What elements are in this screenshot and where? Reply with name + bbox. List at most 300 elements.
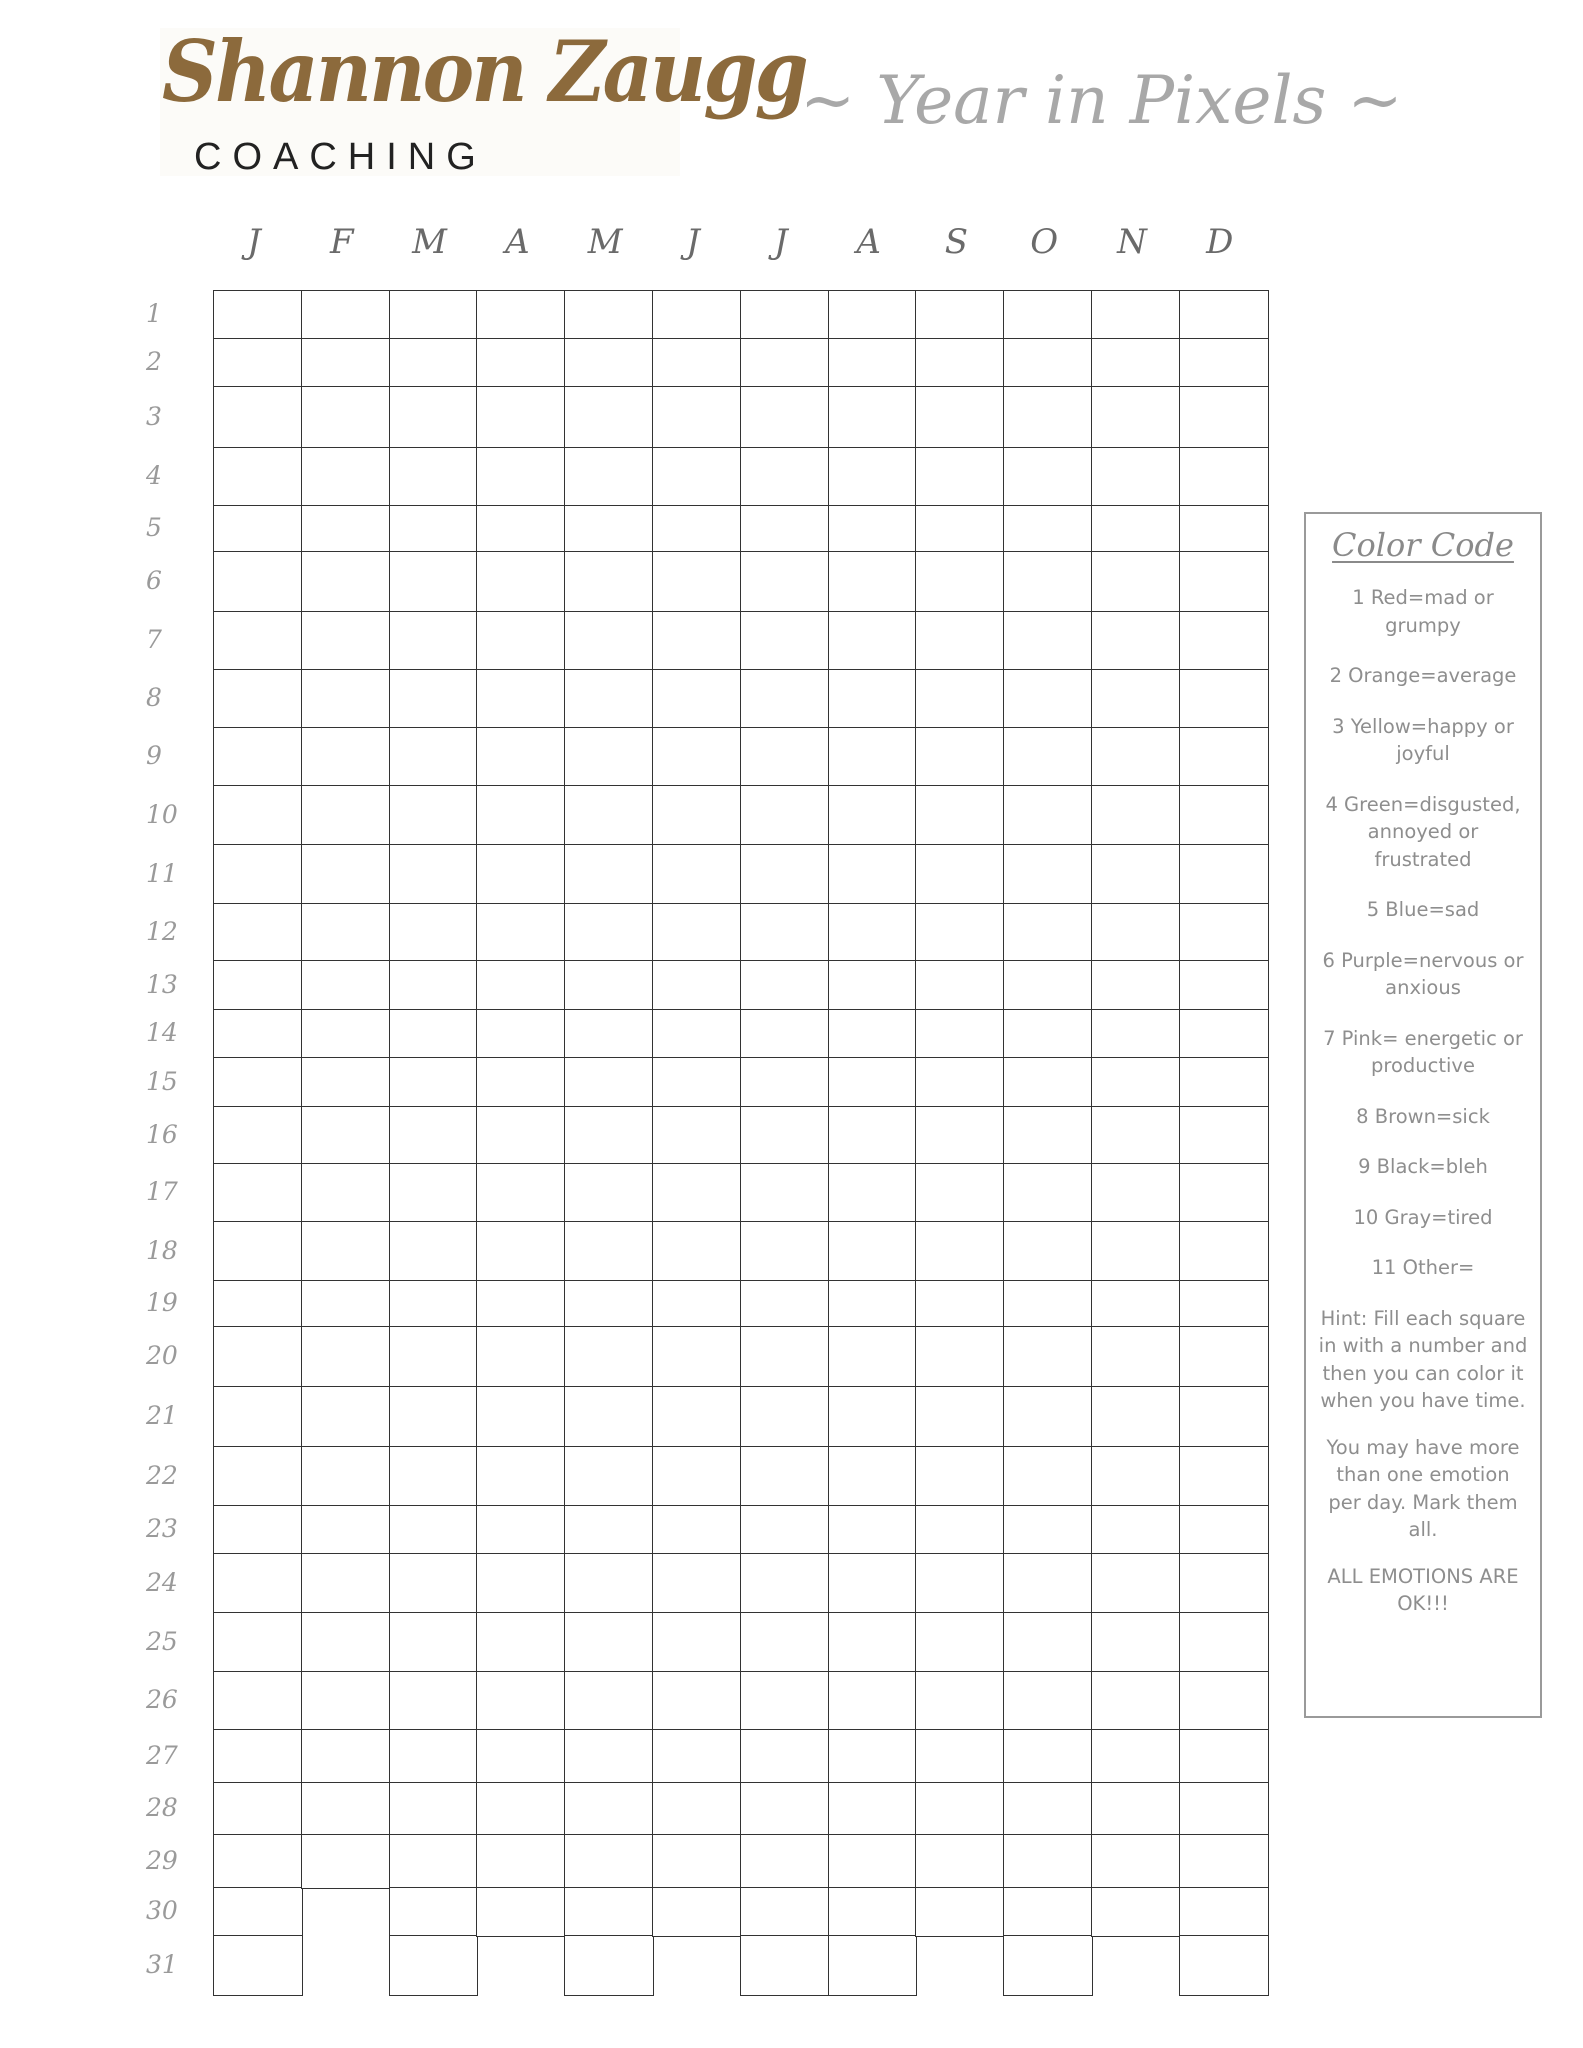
day-cell[interactable] [828, 1386, 917, 1448]
day-cell[interactable] [564, 290, 654, 340]
day-cell[interactable] [915, 1326, 1005, 1388]
day-cell[interactable] [389, 1553, 478, 1614]
day-cell[interactable] [476, 844, 566, 905]
day-cell[interactable] [564, 960, 654, 1011]
day-cell[interactable] [301, 1326, 391, 1388]
day-cell[interactable] [1003, 960, 1093, 1011]
day-cell[interactable] [213, 1106, 303, 1165]
day-cell[interactable] [740, 1729, 830, 1784]
day-cell[interactable] [652, 551, 742, 613]
day-cell[interactable] [476, 1163, 566, 1223]
day-cell[interactable] [476, 1386, 566, 1448]
day-cell[interactable] [828, 960, 917, 1011]
day-cell[interactable] [740, 1057, 830, 1108]
day-cell[interactable] [652, 1106, 742, 1165]
day-cell[interactable] [915, 1782, 1005, 1836]
day-cell[interactable] [740, 903, 830, 962]
day-cell[interactable] [213, 447, 303, 507]
day-cell[interactable] [652, 1505, 742, 1555]
day-cell[interactable] [564, 1386, 654, 1448]
day-cell[interactable] [1091, 551, 1181, 613]
day-cell[interactable] [1003, 551, 1093, 613]
day-cell[interactable] [915, 1612, 1005, 1673]
day-cell[interactable] [564, 1612, 654, 1673]
day-cell[interactable] [213, 611, 303, 671]
day-cell[interactable] [213, 1163, 303, 1223]
day-cell[interactable] [740, 785, 830, 846]
day-cell[interactable] [1003, 338, 1093, 388]
day-cell[interactable] [301, 785, 391, 846]
day-cell[interactable] [1091, 785, 1181, 846]
day-cell[interactable] [1179, 1280, 1269, 1328]
day-cell[interactable] [915, 785, 1005, 846]
day-cell[interactable] [1091, 1612, 1181, 1673]
day-cell[interactable] [915, 727, 1005, 787]
day-cell[interactable] [564, 1505, 654, 1555]
day-cell[interactable] [915, 1057, 1005, 1108]
day-cell[interactable] [1091, 1221, 1181, 1282]
day-cell[interactable] [740, 844, 830, 905]
day-cell[interactable] [476, 505, 566, 553]
day-cell[interactable] [476, 1106, 566, 1165]
day-cell[interactable] [1091, 447, 1181, 507]
day-cell[interactable] [915, 447, 1005, 507]
day-cell[interactable] [564, 727, 654, 787]
day-cell[interactable] [652, 1163, 742, 1223]
day-cell[interactable] [915, 1671, 1005, 1731]
day-cell[interactable] [389, 727, 478, 787]
day-cell[interactable] [740, 447, 830, 507]
day-cell[interactable] [828, 727, 917, 787]
day-cell[interactable] [389, 290, 478, 340]
day-cell[interactable] [301, 1106, 391, 1165]
day-cell[interactable] [476, 785, 566, 846]
day-cell[interactable] [476, 1505, 566, 1555]
day-cell[interactable] [213, 1057, 303, 1108]
day-cell[interactable] [389, 1782, 478, 1836]
day-cell[interactable] [389, 1386, 478, 1448]
day-cell[interactable] [476, 290, 566, 340]
day-cell[interactable] [828, 844, 917, 905]
day-cell[interactable] [1091, 1887, 1181, 1937]
day-cell[interactable] [828, 1612, 917, 1673]
day-cell[interactable] [1179, 1057, 1269, 1108]
day-cell[interactable] [1091, 1729, 1181, 1784]
day-cell[interactable] [213, 505, 303, 553]
day-cell[interactable] [828, 1280, 917, 1328]
day-cell[interactable] [564, 1935, 654, 1996]
day-cell[interactable] [652, 1782, 742, 1836]
day-cell[interactable] [740, 338, 830, 388]
day-cell[interactable] [564, 1326, 654, 1388]
day-cell[interactable] [915, 290, 1005, 340]
day-cell[interactable] [213, 1729, 303, 1784]
day-cell[interactable] [1003, 1221, 1093, 1282]
day-cell[interactable] [564, 785, 654, 846]
day-cell[interactable] [301, 1446, 391, 1507]
day-cell[interactable] [1179, 903, 1269, 962]
day-cell[interactable] [1091, 338, 1181, 388]
day-cell[interactable] [915, 338, 1005, 388]
day-cell[interactable] [1091, 386, 1181, 449]
day-cell[interactable] [652, 1057, 742, 1108]
day-cell[interactable] [915, 669, 1005, 729]
day-cell[interactable] [476, 1221, 566, 1282]
day-cell[interactable] [652, 1553, 742, 1614]
day-cell[interactable] [564, 1446, 654, 1507]
day-cell[interactable] [564, 844, 654, 905]
day-cell[interactable] [213, 1782, 303, 1836]
day-cell[interactable] [1003, 1280, 1093, 1328]
day-cell[interactable] [740, 290, 830, 340]
day-cell[interactable] [476, 1326, 566, 1388]
day-cell[interactable] [389, 447, 478, 507]
day-cell[interactable] [828, 1057, 917, 1108]
day-cell[interactable] [564, 1782, 654, 1836]
day-cell[interactable] [915, 1221, 1005, 1282]
day-cell[interactable] [652, 1612, 742, 1673]
day-cell[interactable] [1003, 1057, 1093, 1108]
day-cell[interactable] [389, 1671, 478, 1731]
day-cell[interactable] [301, 447, 391, 507]
day-cell[interactable] [213, 1935, 303, 1996]
day-cell[interactable] [915, 1386, 1005, 1448]
day-cell[interactable] [915, 844, 1005, 905]
day-cell[interactable] [213, 1834, 303, 1889]
day-cell[interactable] [652, 1729, 742, 1784]
day-cell[interactable] [1091, 1505, 1181, 1555]
day-cell[interactable] [652, 903, 742, 962]
day-cell[interactable] [389, 505, 478, 553]
day-cell[interactable] [1179, 1729, 1269, 1784]
day-cell[interactable] [652, 1221, 742, 1282]
day-cell[interactable] [301, 669, 391, 729]
day-cell[interactable] [828, 1326, 917, 1388]
day-cell[interactable] [213, 1505, 303, 1555]
day-cell[interactable] [301, 505, 391, 553]
day-cell[interactable] [828, 1163, 917, 1223]
day-cell[interactable] [1179, 1671, 1269, 1731]
day-cell[interactable] [301, 1612, 391, 1673]
day-cell[interactable] [1091, 727, 1181, 787]
day-cell[interactable] [1091, 903, 1181, 962]
day-cell[interactable] [1179, 1446, 1269, 1507]
day-cell[interactable] [389, 1935, 478, 1996]
day-cell[interactable] [828, 290, 917, 340]
day-cell[interactable] [652, 290, 742, 340]
day-cell[interactable] [1003, 505, 1093, 553]
day-cell[interactable] [828, 338, 917, 388]
day-cell[interactable] [389, 1057, 478, 1108]
day-cell[interactable] [1091, 1386, 1181, 1448]
day-cell[interactable] [915, 1280, 1005, 1328]
day-cell[interactable] [652, 1887, 742, 1937]
day-cell[interactable] [1179, 844, 1269, 905]
day-cell[interactable] [652, 1280, 742, 1328]
day-cell[interactable] [389, 1887, 478, 1937]
day-cell[interactable] [1091, 1057, 1181, 1108]
day-cell[interactable] [915, 903, 1005, 962]
day-cell[interactable] [564, 611, 654, 671]
day-cell[interactable] [476, 669, 566, 729]
day-cell[interactable] [828, 1935, 917, 1996]
day-cell[interactable] [389, 669, 478, 729]
day-cell[interactable] [476, 1553, 566, 1614]
day-cell[interactable] [389, 1221, 478, 1282]
day-cell[interactable] [1179, 1935, 1269, 1996]
day-cell[interactable] [828, 447, 917, 507]
day-cell[interactable] [1179, 1009, 1269, 1059]
day-cell[interactable] [740, 386, 830, 449]
day-cell[interactable] [1091, 611, 1181, 671]
day-cell[interactable] [213, 1671, 303, 1731]
day-cell[interactable] [564, 669, 654, 729]
day-cell[interactable] [915, 505, 1005, 553]
day-cell[interactable] [1179, 338, 1269, 388]
day-cell[interactable] [213, 669, 303, 729]
day-cell[interactable] [564, 551, 654, 613]
day-cell[interactable] [564, 1671, 654, 1731]
day-cell[interactable] [740, 1163, 830, 1223]
day-cell[interactable] [740, 727, 830, 787]
day-cell[interactable] [389, 611, 478, 671]
day-cell[interactable] [1003, 1163, 1093, 1223]
day-cell[interactable] [1003, 785, 1093, 846]
day-cell[interactable] [564, 1280, 654, 1328]
day-cell[interactable] [301, 960, 391, 1011]
day-cell[interactable] [564, 505, 654, 553]
day-cell[interactable] [301, 338, 391, 388]
day-cell[interactable] [915, 1505, 1005, 1555]
day-cell[interactable] [1003, 1671, 1093, 1731]
day-cell[interactable] [564, 1163, 654, 1223]
day-cell[interactable] [564, 338, 654, 388]
day-cell[interactable] [301, 1009, 391, 1059]
day-cell[interactable] [652, 844, 742, 905]
day-cell[interactable] [1179, 1163, 1269, 1223]
day-cell[interactable] [915, 1887, 1005, 1937]
day-cell[interactable] [1003, 1834, 1093, 1889]
day-cell[interactable] [476, 551, 566, 613]
day-cell[interactable] [1091, 1106, 1181, 1165]
day-cell[interactable] [652, 727, 742, 787]
day-cell[interactable] [1003, 1887, 1093, 1937]
day-cell[interactable] [1179, 290, 1269, 340]
day-cell[interactable] [1179, 1326, 1269, 1388]
day-cell[interactable] [1179, 1505, 1269, 1555]
day-cell[interactable] [301, 1834, 391, 1889]
day-cell[interactable] [213, 1553, 303, 1614]
day-cell[interactable] [1179, 1553, 1269, 1614]
day-cell[interactable] [389, 1505, 478, 1555]
day-cell[interactable] [652, 1009, 742, 1059]
day-cell[interactable] [564, 1106, 654, 1165]
day-cell[interactable] [213, 785, 303, 846]
day-cell[interactable] [1003, 727, 1093, 787]
day-cell[interactable] [1003, 1553, 1093, 1614]
day-cell[interactable] [652, 669, 742, 729]
day-cell[interactable] [564, 1729, 654, 1784]
day-cell[interactable] [740, 960, 830, 1011]
day-cell[interactable] [301, 386, 391, 449]
day-cell[interactable] [828, 1887, 917, 1937]
day-cell[interactable] [213, 1612, 303, 1673]
day-cell[interactable] [1091, 290, 1181, 340]
day-cell[interactable] [740, 1935, 830, 1996]
day-cell[interactable] [564, 1553, 654, 1614]
day-cell[interactable] [301, 1386, 391, 1448]
day-cell[interactable] [213, 1009, 303, 1059]
day-cell[interactable] [652, 447, 742, 507]
day-cell[interactable] [476, 1782, 566, 1836]
day-cell[interactable] [828, 505, 917, 553]
day-cell[interactable] [740, 1009, 830, 1059]
day-cell[interactable] [740, 1386, 830, 1448]
day-cell[interactable] [213, 386, 303, 449]
day-cell[interactable] [828, 1505, 917, 1555]
day-cell[interactable] [389, 1106, 478, 1165]
day-cell[interactable] [1003, 903, 1093, 962]
day-cell[interactable] [213, 290, 303, 340]
day-cell[interactable] [476, 1057, 566, 1108]
day-cell[interactable] [915, 1163, 1005, 1223]
day-cell[interactable] [301, 903, 391, 962]
day-cell[interactable] [1179, 960, 1269, 1011]
day-cell[interactable] [828, 785, 917, 846]
day-cell[interactable] [1003, 1386, 1093, 1448]
day-cell[interactable] [828, 1106, 917, 1165]
day-cell[interactable] [1179, 1221, 1269, 1282]
day-cell[interactable] [564, 1887, 654, 1937]
day-cell[interactable] [652, 1386, 742, 1448]
day-cell[interactable] [213, 1386, 303, 1448]
day-cell[interactable] [213, 338, 303, 388]
day-cell[interactable] [1179, 386, 1269, 449]
day-cell[interactable] [476, 1612, 566, 1673]
day-cell[interactable] [301, 844, 391, 905]
day-cell[interactable] [213, 1887, 303, 1937]
day-cell[interactable] [740, 611, 830, 671]
day-cell[interactable] [1179, 611, 1269, 671]
day-cell[interactable] [564, 386, 654, 449]
day-cell[interactable] [476, 338, 566, 388]
day-cell[interactable] [828, 1221, 917, 1282]
day-cell[interactable] [389, 1446, 478, 1507]
day-cell[interactable] [389, 1612, 478, 1673]
day-cell[interactable] [301, 1163, 391, 1223]
day-cell[interactable] [389, 960, 478, 1011]
day-cell[interactable] [301, 611, 391, 671]
day-cell[interactable] [1091, 1163, 1181, 1223]
day-cell[interactable] [1003, 447, 1093, 507]
day-cell[interactable] [1179, 1612, 1269, 1673]
day-cell[interactable] [476, 447, 566, 507]
day-cell[interactable] [301, 1553, 391, 1614]
day-cell[interactable] [476, 386, 566, 449]
day-cell[interactable] [389, 844, 478, 905]
day-cell[interactable] [1003, 1505, 1093, 1555]
day-cell[interactable] [915, 960, 1005, 1011]
day-cell[interactable] [389, 1729, 478, 1784]
day-cell[interactable] [915, 611, 1005, 671]
day-cell[interactable] [740, 1326, 830, 1388]
day-cell[interactable] [213, 551, 303, 613]
day-cell[interactable] [1091, 1446, 1181, 1507]
day-cell[interactable] [1179, 447, 1269, 507]
day-cell[interactable] [1091, 1280, 1181, 1328]
day-cell[interactable] [828, 1729, 917, 1784]
day-cell[interactable] [1003, 1446, 1093, 1507]
day-cell[interactable] [1179, 669, 1269, 729]
day-cell[interactable] [476, 1729, 566, 1784]
day-cell[interactable] [1091, 1834, 1181, 1889]
day-cell[interactable] [213, 1221, 303, 1282]
day-cell[interactable] [740, 1834, 830, 1889]
day-cell[interactable] [301, 1671, 391, 1731]
day-cell[interactable] [915, 1106, 1005, 1165]
day-cell[interactable] [1179, 551, 1269, 613]
day-cell[interactable] [652, 1671, 742, 1731]
day-cell[interactable] [1091, 505, 1181, 553]
day-cell[interactable] [915, 551, 1005, 613]
day-cell[interactable] [301, 551, 391, 613]
day-cell[interactable] [828, 1446, 917, 1507]
day-cell[interactable] [476, 903, 566, 962]
day-cell[interactable] [1003, 386, 1093, 449]
day-cell[interactable] [301, 290, 391, 340]
day-cell[interactable] [1091, 844, 1181, 905]
day-cell[interactable] [1091, 1782, 1181, 1836]
day-cell[interactable] [564, 447, 654, 507]
day-cell[interactable] [1179, 1386, 1269, 1448]
day-cell[interactable] [1091, 1553, 1181, 1614]
day-cell[interactable] [1003, 844, 1093, 905]
day-cell[interactable] [476, 1834, 566, 1889]
day-cell[interactable] [389, 551, 478, 613]
day-cell[interactable] [828, 1009, 917, 1059]
day-cell[interactable] [564, 1009, 654, 1059]
day-cell[interactable] [301, 727, 391, 787]
day-cell[interactable] [1179, 785, 1269, 846]
day-cell[interactable] [652, 386, 742, 449]
day-cell[interactable] [1003, 669, 1093, 729]
day-cell[interactable] [476, 960, 566, 1011]
day-cell[interactable] [915, 1446, 1005, 1507]
day-cell[interactable] [301, 1505, 391, 1555]
day-cell[interactable] [213, 1446, 303, 1507]
day-cell[interactable] [476, 1887, 566, 1937]
day-cell[interactable] [740, 1221, 830, 1282]
day-cell[interactable] [389, 785, 478, 846]
day-cell[interactable] [740, 1782, 830, 1836]
day-cell[interactable] [389, 1163, 478, 1223]
day-cell[interactable] [213, 1280, 303, 1328]
day-cell[interactable] [915, 1009, 1005, 1059]
day-cell[interactable] [1003, 1782, 1093, 1836]
day-cell[interactable] [915, 386, 1005, 449]
day-cell[interactable] [652, 505, 742, 553]
day-cell[interactable] [301, 1057, 391, 1108]
day-cell[interactable] [652, 785, 742, 846]
day-cell[interactable] [1091, 1326, 1181, 1388]
day-cell[interactable] [389, 338, 478, 388]
day-cell[interactable] [740, 1106, 830, 1165]
day-cell[interactable] [740, 1505, 830, 1555]
day-cell[interactable] [1091, 1009, 1181, 1059]
day-cell[interactable] [828, 1671, 917, 1731]
day-cell[interactable] [389, 386, 478, 449]
day-cell[interactable] [740, 669, 830, 729]
